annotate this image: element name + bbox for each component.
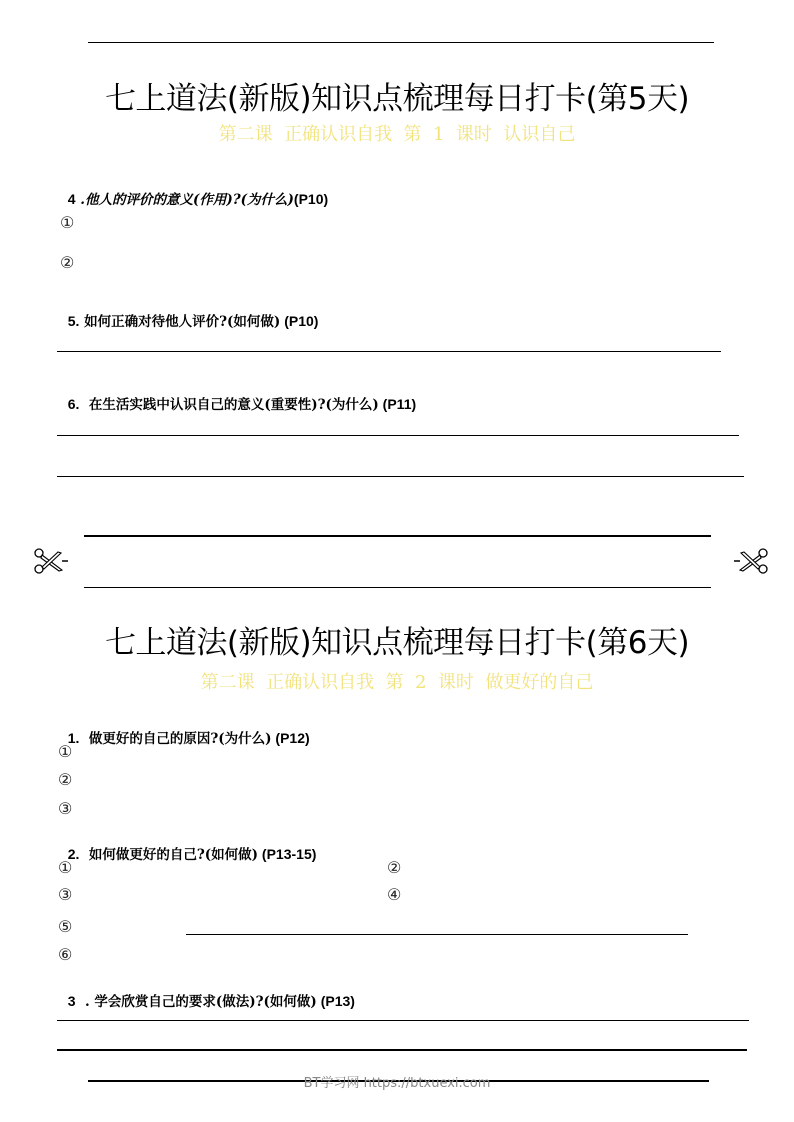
answer-marker-2: ② xyxy=(60,253,75,272)
question-number: 5. xyxy=(67,313,80,329)
answer-line[interactable] xyxy=(57,476,744,477)
question-text: . 学会欣赏自己的要求(做法)?(如何做) xyxy=(75,994,317,1010)
day5-question-4 xyxy=(58,172,328,208)
question-number: 2. xyxy=(67,846,80,862)
day5-subtitle: 第二课 正确认识自我 第 1 课时 认识自己 xyxy=(218,124,576,145)
day5-question-5 xyxy=(58,294,318,330)
answer-line[interactable] xyxy=(57,351,721,352)
question-number: 1. xyxy=(67,730,80,746)
question-text: 做更好的自己的原因?(为什么) xyxy=(79,731,272,747)
answer-line[interactable] xyxy=(57,1020,749,1021)
day6-question-2 xyxy=(58,827,316,863)
day6-question-3 xyxy=(58,974,355,1010)
page-ref: (P11) xyxy=(378,396,417,412)
answer-marker-4: ④ xyxy=(387,885,402,904)
question-text: 在生活实践中认识自己的意义(重要性)?(为什么) xyxy=(79,397,379,413)
answer-marker-6: ⑥ xyxy=(58,945,73,964)
question-number: 6. xyxy=(67,396,80,412)
page-ref: (P10) xyxy=(293,191,329,207)
scissors-icon xyxy=(32,546,68,576)
day6-subtitle: 第二课 正确认识自我 第 2 课时 做更好的自己 xyxy=(200,672,594,693)
day6-question-1 xyxy=(58,711,310,747)
answer-marker-5: ⑤ xyxy=(58,917,73,936)
page-ref: (P13-15) xyxy=(258,846,317,862)
page-ref: (P13) xyxy=(316,993,355,1009)
day5-question-6 xyxy=(58,377,416,413)
watermark: BT学习网 https://btxuexi.com xyxy=(303,1076,491,1091)
answer-marker-3: ③ xyxy=(58,885,73,904)
answer-marker-1: ① xyxy=(58,742,73,761)
question-text: 如何正确对待他人评价?(如何做) xyxy=(79,314,281,330)
question-text: 如何做更好的自己?(如何做) xyxy=(79,847,259,863)
answer-marker-1: ① xyxy=(58,858,73,877)
answer-marker-1: ① xyxy=(60,213,75,232)
day5-title: 七上道法(新版)知识点梳理每日打卡(第5天) xyxy=(104,81,690,117)
day6-title: 七上道法(新版)知识点梳理每日打卡(第6天) xyxy=(104,625,690,661)
answer-line[interactable] xyxy=(57,435,739,436)
cut-line-top xyxy=(84,535,711,537)
answer-marker-2: ② xyxy=(58,770,73,789)
question-text: .他人的评价的意义(作用)?(为什么) xyxy=(75,192,294,208)
question-number: 4 xyxy=(67,191,76,207)
top-rule xyxy=(88,42,714,43)
page-ref: (P12) xyxy=(271,730,310,746)
cut-line-bottom xyxy=(84,587,711,588)
answer-marker-2: ② xyxy=(387,858,402,877)
scissors-icon xyxy=(734,546,770,576)
answer-line[interactable] xyxy=(57,1049,747,1051)
answer-marker-3: ③ xyxy=(58,799,73,818)
answer-line[interactable] xyxy=(186,934,688,935)
page-ref: (P10) xyxy=(280,313,319,329)
question-number: 3 xyxy=(67,993,76,1009)
